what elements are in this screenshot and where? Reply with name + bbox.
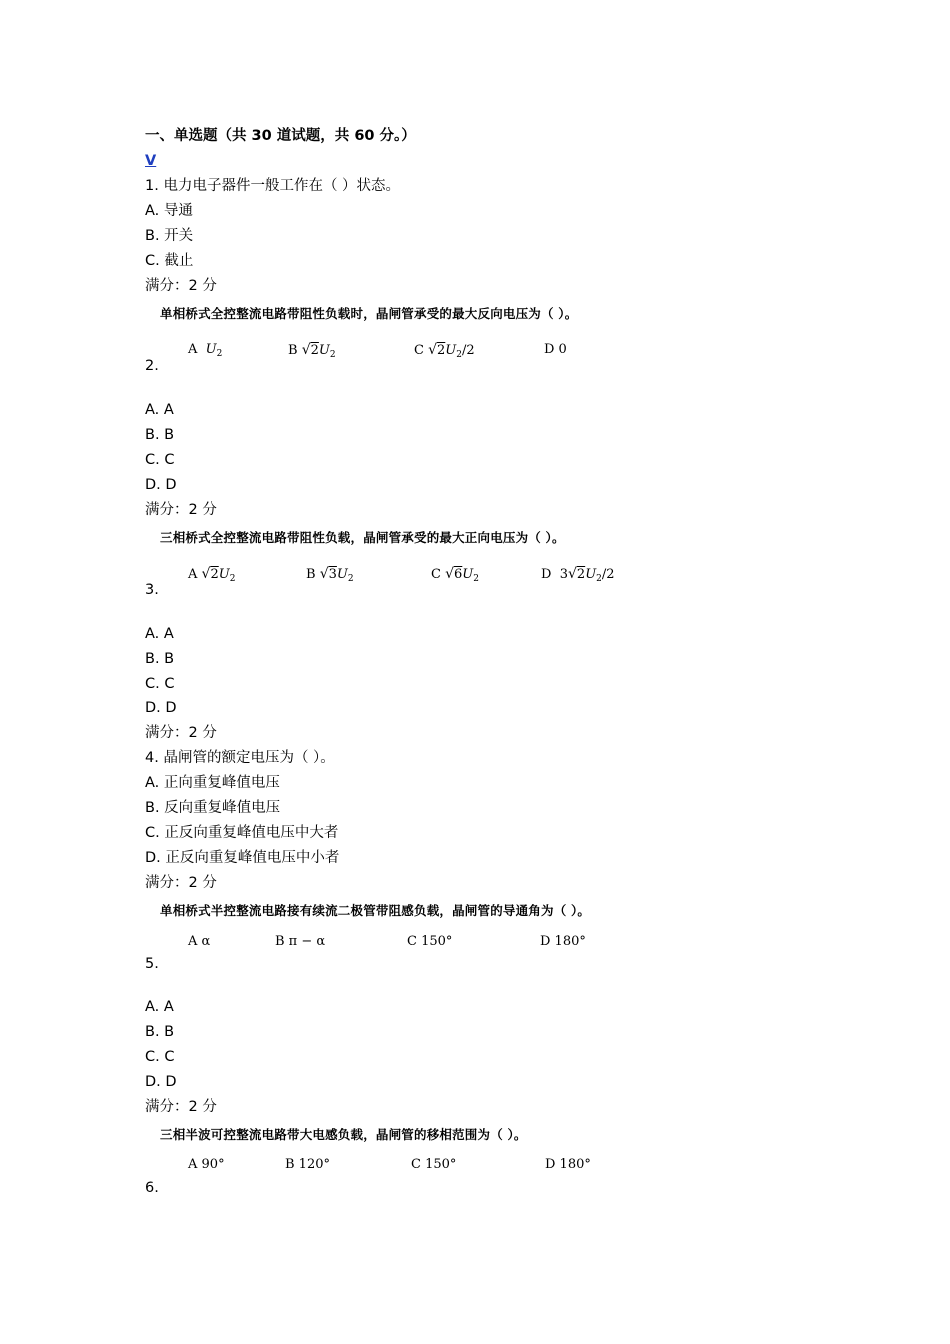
q3-option-a[interactable]: A. A: [145, 626, 174, 642]
q1-option-c[interactable]: C. 截止: [145, 253, 194, 269]
q1-option-b[interactable]: B. 开关: [145, 228, 194, 244]
q5-image-option-c: C 150°: [407, 934, 453, 949]
q6-number: 6.: [145, 1180, 159, 1196]
question-stem: 晶闸管的额定电压为（ ）。: [163, 750, 335, 766]
q6-image-option-b: B 120°: [285, 1157, 330, 1172]
q6-image-option-d: D 180°: [545, 1157, 591, 1172]
q5-image-option-b: B π − α: [275, 934, 326, 949]
q5-option-b[interactable]: B. B: [145, 1024, 175, 1040]
q3-score: 满分：2 分: [145, 725, 217, 741]
q4-score: 满分：2 分: [145, 875, 217, 891]
q3-image-option-a: A $√2U_2$: [188, 566, 236, 584]
q3-option-c[interactable]: C. C: [145, 676, 175, 692]
v-link[interactable]: V: [145, 153, 157, 169]
q3-option-b[interactable]: B. B: [145, 651, 175, 667]
question-4: [145, 748, 335, 768]
q3-image-option-b: B $√3U_2$: [306, 566, 354, 584]
q2-image-option-b: B $√2U_2$: [288, 342, 336, 360]
question-stem: 电力电子器件一般工作在（ ）状态。: [163, 178, 401, 194]
q5-stem-image-text: 单相桥式半控整流电路接有续流二极管带阻感负载，晶闸管的导通角为（ ）。: [160, 903, 591, 918]
q2-image-option-c: C $√2U_2/2$: [414, 342, 475, 360]
q2-option-a[interactable]: A. A: [145, 402, 174, 418]
q2-stem-image-text: 单相桥式全控整流电路带阻性负载时，晶闸管承受的最大反向电压为（ ）。: [160, 306, 578, 321]
q2-image-option-d: D 0: [544, 342, 567, 357]
q3-option-d[interactable]: D. D: [145, 700, 177, 716]
q4-option-c[interactable]: C. 正反向重复峰值电压中大者: [145, 825, 339, 841]
q3-image-option-d: D $3√2U_2/2$: [541, 566, 615, 584]
q2-score: 满分：2 分: [145, 502, 217, 518]
q5-image-option-d: D 180°: [540, 934, 586, 949]
q3-image-option-c: C $√6U_2$: [431, 566, 479, 584]
q2-option-c[interactable]: C. C: [145, 452, 175, 468]
q5-option-d[interactable]: D. D: [145, 1074, 177, 1090]
q2-image-option-a: A $U_2$: [188, 342, 223, 359]
q1-score: 满分：2 分: [145, 278, 217, 294]
section-title: 一、单选题（共 30 道试题，共 60 分。）: [145, 128, 416, 144]
q4-option-a[interactable]: A. 正向重复峰值电压: [145, 775, 280, 791]
q2-option-b[interactable]: B. B: [145, 427, 175, 443]
question-number: 4.: [145, 750, 159, 766]
question-1: [145, 176, 400, 196]
q1-option-a[interactable]: A. 导通: [145, 203, 193, 219]
q4-option-b[interactable]: B. 反向重复峰值电压: [145, 800, 281, 816]
q4-option-d[interactable]: D. 正反向重复峰值电压中小者: [145, 850, 340, 866]
q3-stem-image-text: 三相桥式全控整流电路带阻性负载，晶闸管承受的最大正向电压为（ ）。: [160, 530, 565, 545]
q3-number: 3.: [145, 582, 159, 598]
q5-image-option-a: A α: [188, 934, 211, 949]
q6-stem-image-text: 三相半波可控整流电路带大电感负载，晶闸管的移相范围为（ ）。: [160, 1127, 527, 1142]
q5-score: 满分：2 分: [145, 1099, 217, 1115]
q5-option-c[interactable]: C. C: [145, 1049, 175, 1065]
q5-number: 5.: [145, 956, 159, 972]
question-number: 1.: [145, 178, 159, 194]
q6-image-option-a: A 90°: [188, 1157, 225, 1172]
q2-option-d[interactable]: D. D: [145, 477, 177, 493]
q5-option-a[interactable]: A. A: [145, 999, 174, 1015]
q2-number: 2.: [145, 358, 159, 374]
q6-image-option-c: C 150°: [411, 1157, 457, 1172]
